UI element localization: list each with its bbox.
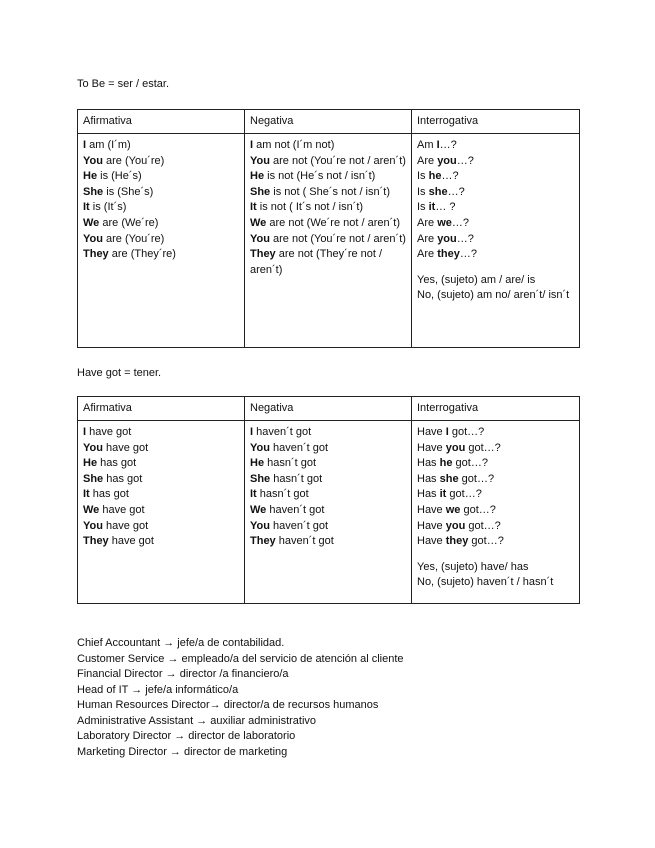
havegot-aff-line: We have got [83,503,145,516]
tobe-neg-line: They are not (They´re not / aren´t) [250,248,383,276]
havegot-aff-line: You have got [83,519,149,532]
havegot-negative-cell [245,421,412,604]
havegot-int-line: Have I got…? [417,426,485,438]
tobe-negative-cell [245,134,412,348]
vocabulary-item: Marketing Director → director de marketing [77,745,288,758]
tobe-int-line: Is he…? [417,170,459,183]
havegot-int-line: Has it got…? [417,488,482,501]
tobe-int-line: Are we…? [417,216,469,229]
havegot-int-line: Has he got…? [417,457,488,470]
vocabulary-item: Head of IT → jefe/a informático/a [77,683,239,696]
havegot-neg-line: We haven´t got [250,503,325,516]
havegot-neg-line: You haven´t got [250,519,329,532]
vocabulary-item: Financial Director → director /a financiero/a [77,668,289,680]
havegot-aff-line: He has got [83,457,137,470]
tobe-aff-line: We are (We´re) [83,216,159,229]
havegot-aff-line: They have got [83,535,154,548]
vocabulary-item: Customer Service → empleado/a del servicio de atención al cliente [77,652,404,665]
havegot-answer-line: No, (sujeto) haven´t / hasn´t [417,576,554,589]
havegot-neg-line: She hasn´t got [250,472,323,485]
havegot-int-line: Have we got…? [417,503,496,516]
tobe-int-line: Am I…? [417,139,457,151]
tobe-neg-line: You are not (You´re not / aren´t) [250,154,406,167]
tobe-affirmative-cell [78,134,245,348]
tobe-header-affirmative: Afirmativa [78,110,245,134]
tobe-aff-line: You are (You´re) [83,232,165,245]
tobe-int-line: Is it… ? [417,201,456,214]
havegot-aff-line: I have got [83,426,132,438]
havegot-interrogative-cell [412,421,580,604]
tobe-int-line: Are they…? [417,248,477,261]
tobe-aff-line: She is (She´s) [83,185,154,198]
havegot-aff-line: She has got [83,472,143,485]
havegot-answer-line: Yes, (sujeto) have/ has [417,560,529,573]
havegot-int-line: Have you got…? [417,519,501,532]
tobe-header-interrogative: Interrogativa [412,110,580,134]
tobe-neg-line: We are not (We´re not / aren´t) [250,216,400,229]
tobe-neg-line: I am not (I´m not) [250,139,335,151]
vocabulary-list [77,636,404,760]
havegot-neg-line: He hasn´t got [250,457,317,470]
havegot-neg-line: They haven´t got [250,535,334,548]
tobe-header-negative: Negativa [245,110,412,134]
havegot-int-line: Has she got…? [417,472,495,485]
tobe-interrogative-cell [412,134,580,348]
havegot-header-negative: Negativa [245,397,412,421]
havegot-int-line: Have you got…? [417,441,501,454]
vocabulary-item: Human Resources Director→ director/a de recursos humanos [77,699,379,711]
vocabulary-item: Laboratory Director → director de laboratorio [77,730,296,742]
havegot-header-interrogative: Interrogativa [412,397,580,421]
tobe-int-line: Are you…? [417,154,474,167]
tobe-neg-line: It is not ( It´s not / isn´t) [250,201,364,214]
spacer [417,550,575,560]
havegot-header-affirmative: Afirmativa [78,397,245,421]
vocabulary-item: Chief Accountant → jefe/a de contabilidad. [77,637,285,649]
havegot-heading: Have got = tener. [77,367,162,379]
tobe-aff-line: It is (It´s) [83,201,127,214]
spacer [417,263,575,273]
tobe-aff-line: I am (I´m) [83,139,131,151]
vocabulary-item: Administrative Assistant → auxiliar administrativo [77,714,317,727]
tobe-aff-line: You are (You´re) [83,154,165,167]
havegot-neg-line: I haven´t got [250,426,312,438]
tobe-neg-line: She is not ( She´s not / isn´t) [250,185,391,198]
havegot-neg-line: It hasn´t got [250,488,309,501]
tobe-answer-line: Yes, (sujeto) am / are/ is [417,273,536,286]
tobe-neg-line: You are not (You´re not / aren´t) [250,232,406,245]
tobe-answer-line: No, (sujeto) am no/ aren´t/ isn´t [417,289,570,302]
havegot-neg-line: You haven´t got [250,441,329,454]
havegot-table [77,396,580,604]
tobe-aff-line: They are (They´re) [83,248,176,261]
tobe-table [77,109,580,348]
tobe-neg-line: He is not (He´s not / isn´t) [250,170,376,183]
havegot-aff-line: It has got [83,488,129,501]
havegot-affirmative-cell [78,421,245,604]
havegot-int-line: Have they got…? [417,535,504,548]
tobe-aff-line: He is (He´s) [83,170,142,183]
tobe-heading: To Be = ser / estar. [77,78,170,90]
tobe-int-line: Is she…? [417,185,465,198]
tobe-int-line: Are you…? [417,232,474,245]
havegot-aff-line: You have got [83,441,149,454]
